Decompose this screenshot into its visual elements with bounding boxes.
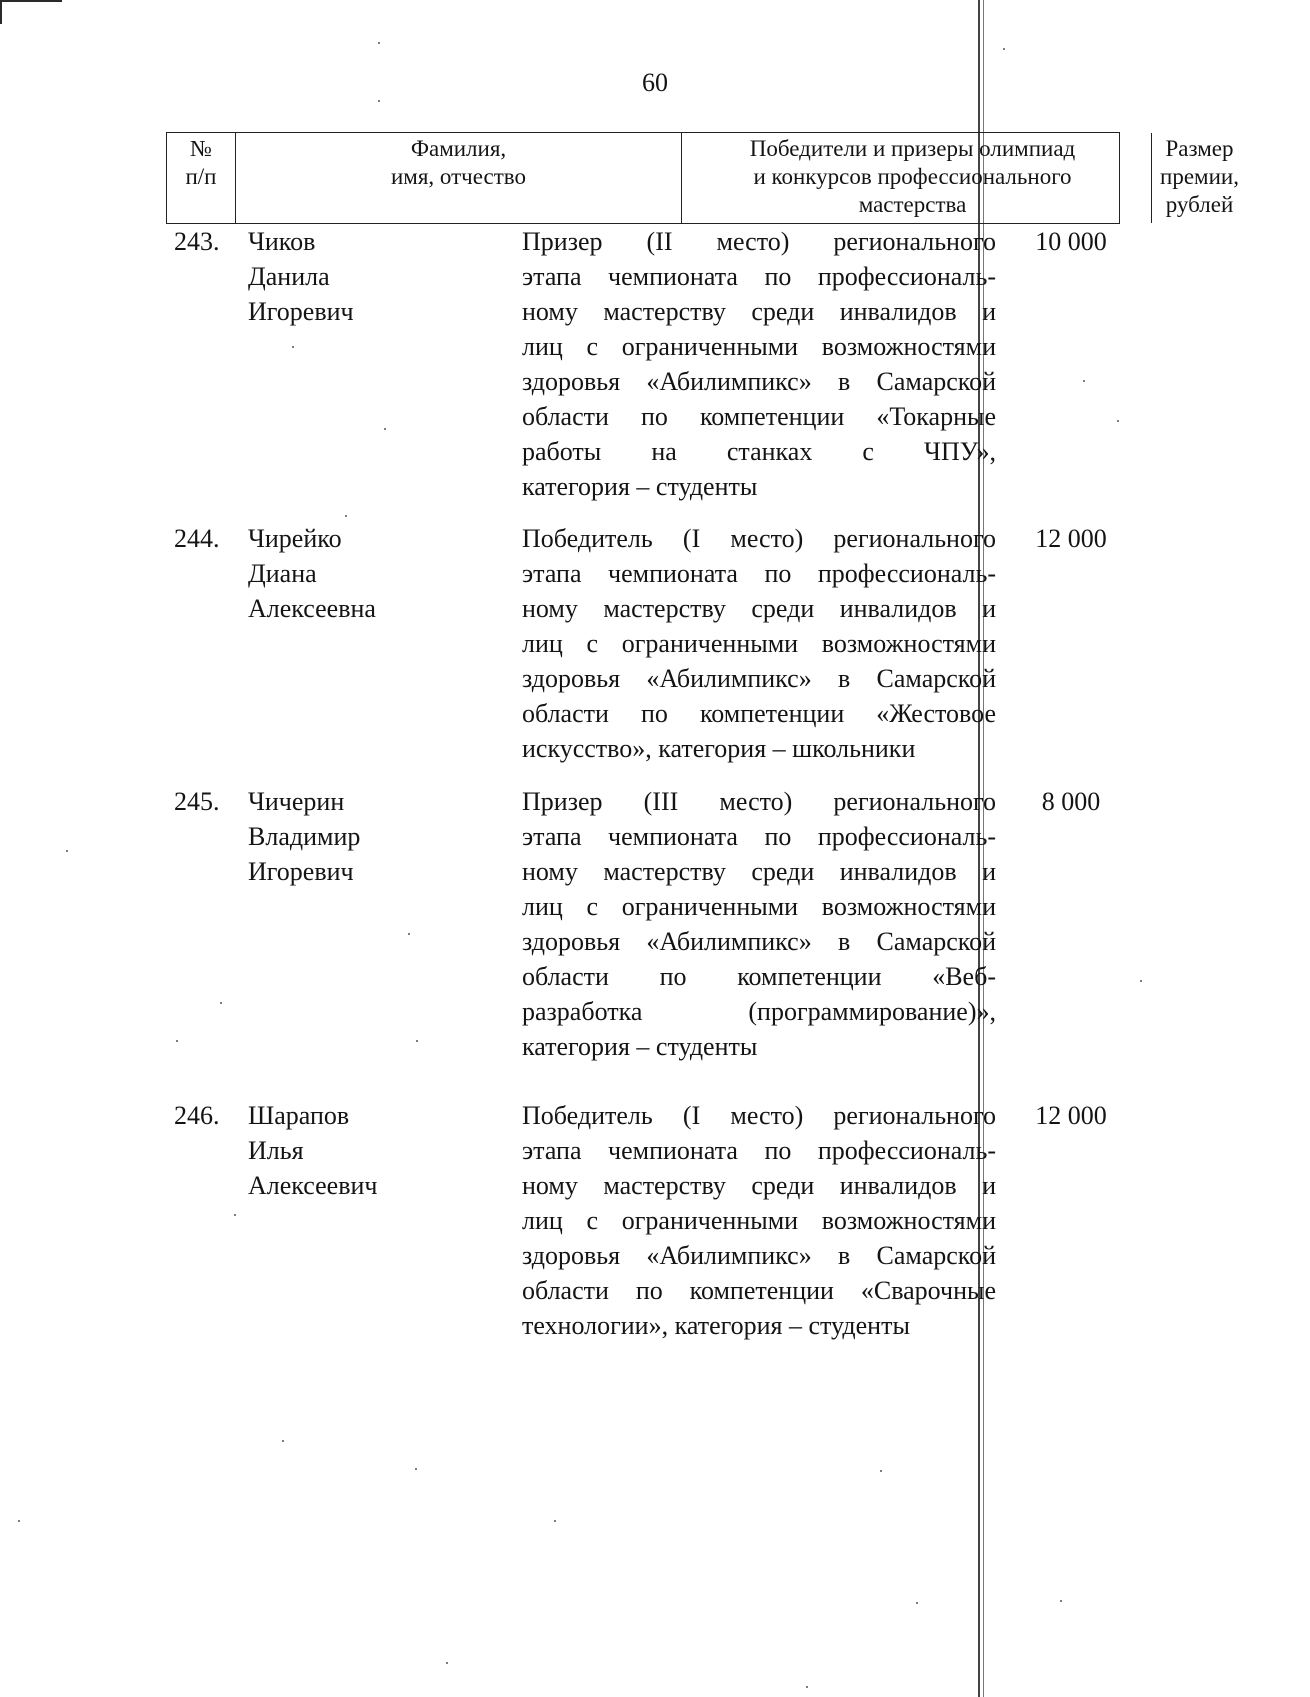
speck	[282, 1440, 284, 1442]
speck	[18, 1520, 20, 1522]
award-amount: 12 000	[1035, 1101, 1107, 1130]
scan-edge-top-left	[0, 0, 62, 2]
speck	[292, 346, 294, 348]
row-number: 243.	[174, 227, 220, 256]
speck	[415, 1468, 417, 1470]
speck	[880, 1470, 882, 1472]
person-name: Чичерин Владимир Игоревич	[248, 787, 361, 886]
award-amount: 10 000	[1035, 227, 1107, 256]
speck	[345, 515, 347, 517]
header-col-amount: Размер премии, рублей	[1151, 133, 1247, 223]
speck	[1060, 1600, 1062, 1602]
header-col-name: Фамилия, имя, отчество	[235, 133, 681, 223]
person-name: Чиков Данила Игоревич	[248, 227, 354, 326]
row-number: 244.	[174, 524, 220, 553]
page-number: 60	[642, 68, 668, 97]
speck	[378, 100, 380, 102]
scan-edge-left	[0, 0, 2, 24]
speck	[408, 933, 410, 935]
speck	[378, 42, 380, 44]
person-name: Чирейко Диана Алексеевна	[248, 524, 376, 623]
speck	[806, 1686, 808, 1688]
speck	[176, 1040, 178, 1042]
speck	[554, 1520, 556, 1522]
header-col-description: Победители и призеры олимпиад и конкурсов профессионального мастерства	[681, 133, 1143, 223]
award-description: Призер (III место) регионального этапа чемпионата по профессиональ- ному мастерству среди инвалидов и лиц с ограниченными возможностями здоровья «Абилимпикс» в Самарской области по компетенции «Веб- разработка (программирование)», категория – студенты	[522, 787, 996, 1061]
speck	[416, 1040, 418, 1042]
speck	[66, 850, 68, 852]
person-name: Шарапов Илья Алексеевич	[248, 1101, 378, 1200]
award-description: Победитель (I место) регионального этапа чемпионата по профессиональ- ному мастерству среди инвалидов и лиц с ограниченными возможностями здоровья «Абилимпикс» в Самарской области по компетенции «Сварочные технологии», категория – студенты	[522, 1101, 996, 1340]
row-number: 246.	[174, 1101, 220, 1130]
award-description: Призер (II место) регионального этапа чемпионата по профессиональ- ному мастерству среди инвалидов и лиц с ограниченными возможностями здоровья «Абилимпикс» в Самарской области по компетенции «Токарные работы на станках с ЧПУ», категория – студенты	[522, 227, 996, 501]
header-col-number: № п/п	[185, 136, 217, 189]
speck	[1140, 980, 1142, 982]
speck	[220, 1002, 222, 1004]
table-header	[166, 132, 1239, 224]
speck	[1083, 380, 1085, 382]
speck	[916, 1602, 918, 1604]
award-amount: 12 000	[1035, 524, 1107, 553]
speck	[1117, 420, 1119, 422]
award-description: Победитель (I место) регионального этапа чемпионата по профессиональ- ному мастерству среди инвалидов и лиц с ограниченными возможностями здоровья «Абилимпикс» в Самарской области по компетенции «Жестовое искусство», категория – школьники	[522, 524, 996, 763]
speck	[1003, 48, 1005, 50]
row-number: 245.	[174, 787, 220, 816]
speck	[234, 1214, 236, 1216]
speck	[384, 428, 386, 430]
speck	[446, 1662, 448, 1664]
award-amount: 8 000	[1041, 787, 1101, 816]
